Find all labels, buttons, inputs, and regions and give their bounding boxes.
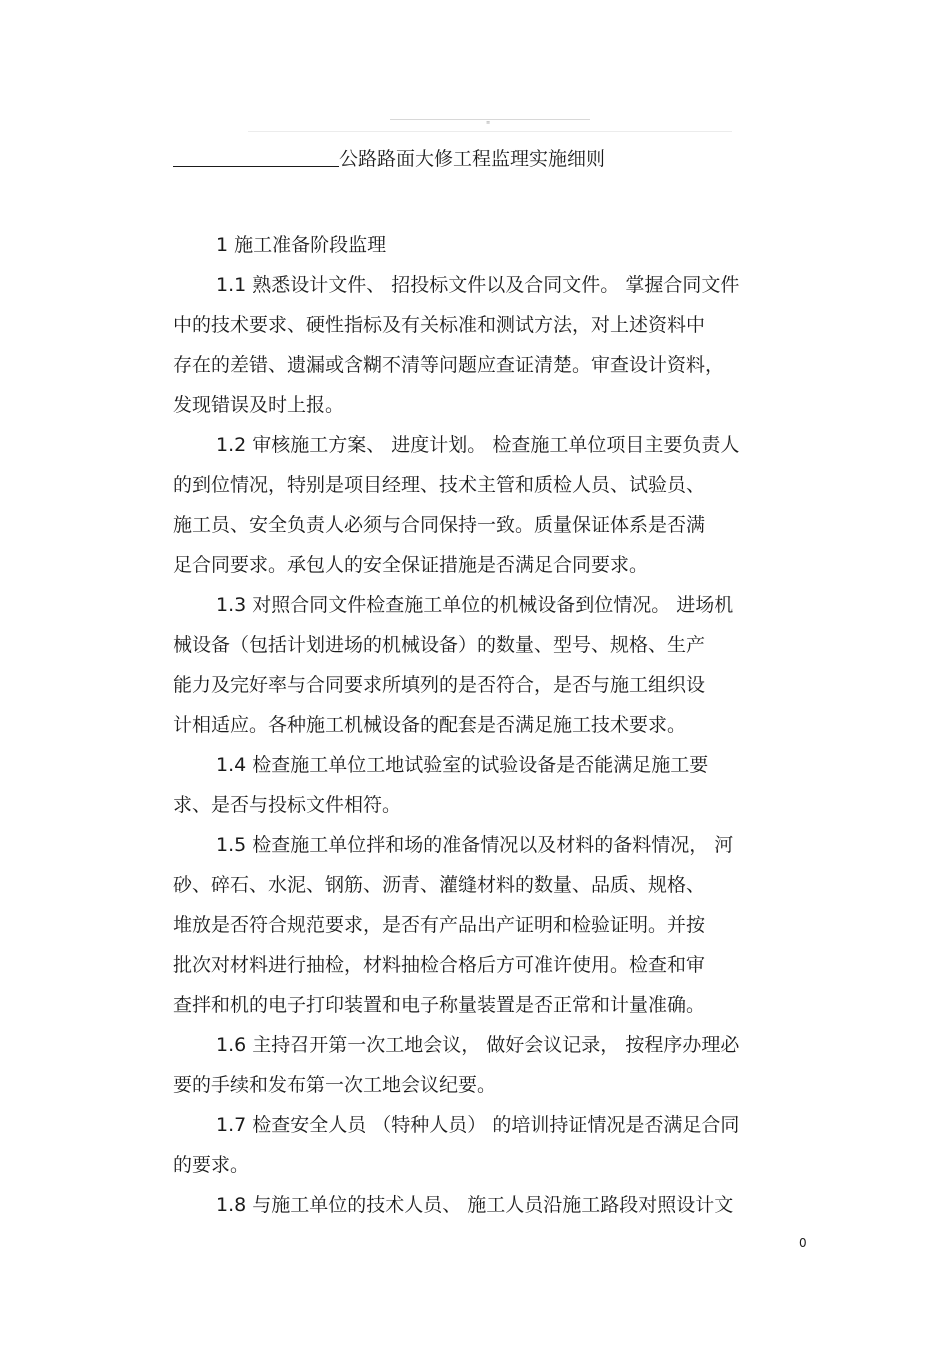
paragraph-line: 械设备（包括计划进场的机械设备）的数量、型号、规格、生产: [173, 634, 706, 656]
paragraph-1-3: [173, 592, 813, 752]
page-number: 0: [799, 1236, 807, 1250]
paragraph-line: 砂、碎石、水泥、钢筋、沥青、灌缝材料的数量、品质、规格、: [173, 874, 706, 896]
paragraph-1-2: [173, 432, 813, 592]
paragraph-1-6: [173, 1032, 813, 1112]
paragraph-line: 1.4 检查施工单位工地试验室的试验设备是否能满足施工要: [216, 754, 709, 776]
paragraph-line: 中的技术要求、硬性指标及有关标准和测试方法，对上述资料中: [173, 314, 706, 336]
paragraph-line: 施工员、安全负责人必须与合同保持一致。质量保证体系是否满: [173, 514, 706, 536]
paragraph-line: 1.1 熟悉设计文件、 招投标文件以及合同文件。 掌握合同文件: [216, 274, 740, 296]
section-heading: 1 施工准备阶段监理: [216, 234, 387, 256]
header-divider: [248, 131, 732, 132]
paragraph-line: 查拌和机的电子打印装置和电子称量装置是否正常和计量准确。: [173, 994, 706, 1016]
paragraph-line: 要的手续和发布第一次工地会议纪要。: [173, 1074, 497, 1096]
paragraph-line: 求、是否与投标文件相符。: [173, 794, 402, 816]
header-mark: ≡: [486, 120, 491, 126]
paragraph-line: 1.6 主持召开第一次工地会议， 做好会议记录， 按程序办理必: [216, 1034, 740, 1056]
paragraph-line: 发现错误及时上报。: [173, 394, 345, 416]
paragraph-line: 的到位情况，特别是项目经理、技术主管和质检人员、试验员、: [173, 474, 706, 496]
document-title: 公路路面大修工程监理实施细则: [339, 148, 606, 170]
paragraph-line: 1.3 对照合同文件检查施工单位的机械设备到位情况。 进场机: [216, 594, 734, 616]
paragraph-line: 能力及完好率与合同要求所填列的是否符合，是否与施工组织设: [173, 674, 706, 696]
paragraph-1-1: [173, 272, 813, 432]
paragraph-line: 堆放是否符合规范要求，是否有产品出产证明和检验证明。并按: [173, 914, 706, 936]
paragraph-line: 1.8 与施工单位的技术人员、 施工人员沿施工路段对照设计文: [216, 1194, 734, 1216]
paragraph-1-4: [173, 752, 813, 832]
paragraph-1-5: [173, 832, 813, 1032]
document-title-row: [173, 145, 605, 171]
paragraph-line: 1.5 检查施工单位拌和场的准备情况以及材料的备料情况， 河: [216, 834, 734, 856]
paragraph-line: 1.2 审核施工方案、 进度计划。 检查施工单位项目主要负责人: [216, 434, 740, 456]
paragraph-line: 批次对材料进行抽检，材料抽检合格后方可准许使用。检查和审: [173, 954, 706, 976]
paragraph-line: 计相适应。各种施工机械设备的配套是否满足施工技术要求。: [173, 714, 687, 736]
paragraph-line: 足合同要求。承包人的安全保证措施是否满足合同要求。: [173, 554, 649, 576]
paragraph-line: 存在的差错、遗漏或含糊不清等问题应查证清楚。审查设计资料，: [173, 354, 725, 376]
title-blank-underline: [173, 166, 339, 167]
paragraph-1-8: [173, 1192, 813, 1232]
paragraph-line: 的要求。: [173, 1154, 250, 1176]
paragraph-1-7: [173, 1112, 813, 1192]
paragraph-line: 1.7 检查安全人员 （特种人员） 的培训持证情况是否满足合同: [216, 1114, 740, 1136]
